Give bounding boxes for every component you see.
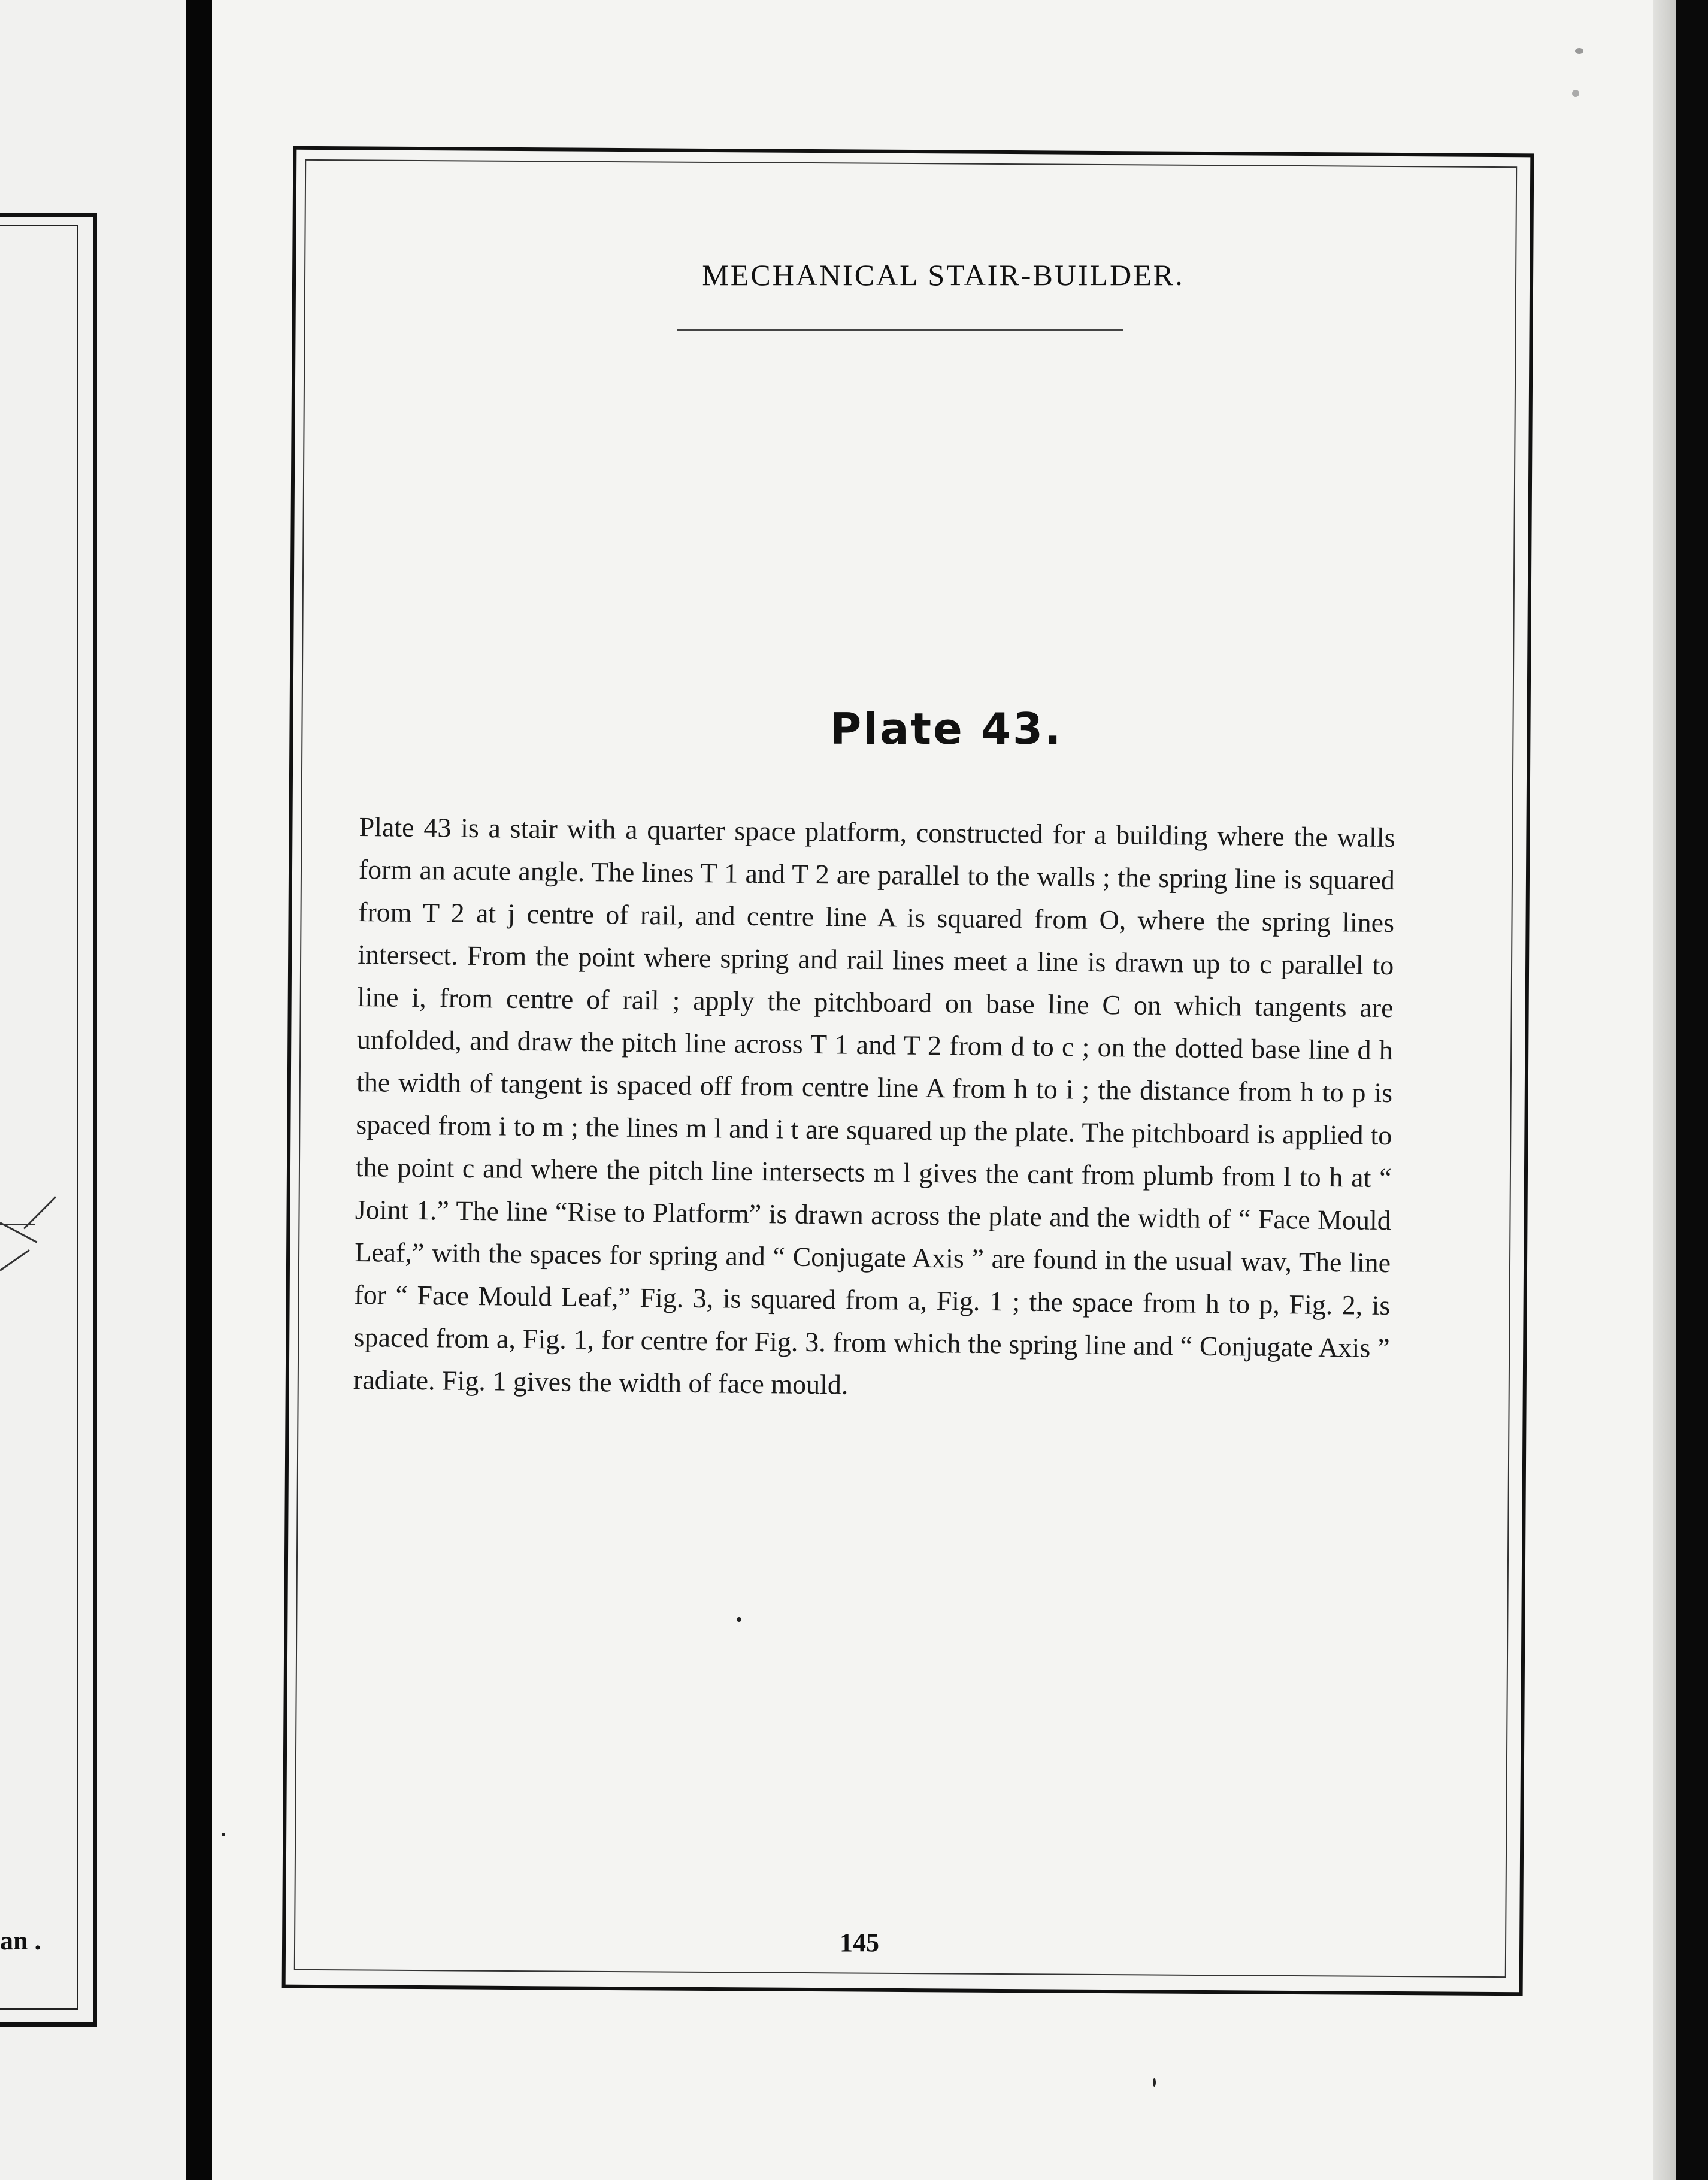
body-paragraph: Plate 43 is a stair with a quarter space platform, constructed for a building where the walls form an acute angle. The lines T 1 and T 2 are parallel to the walls ; the spring line is squared from T 2 at j centre of rail, and centre line A is squared from O, where the spring lines intersect. From the point where spring and rail lines meet a line is drawn up to c parallel to line i, from centre of rail ; apply the pitchboard on base line C on which tangents are unfolded, and draw the pitch line across T 1 and T 2 from d to c ; on the dotted base line d h the width of tangent is spaced off from centre line A from h to i ; the distance from h to p is spaced from i to m ; the lines m l and i t are squared up the plate. The pitchboard is applied to the point c and where the pitch line intersects m l gives the cant from plumb from l to h at “ Joint 1.” The line “Rise to Platform” is drawn across the plate and the width of “ Face Mould Leaf,” with the spaces for spring and “ Conjugate Axis ” are found in the usual wav, The line for “ Face Mould Leaf,” Fig. 3, is squared from a, Fig. 1 ; the space from h to p, Fig. 2, is spaced from a, Fig. 1, for centre for Fig. 3. from which the spring line and “ Conjugate Axis ” radiate. Fig. 1 gives the width of face mould.: [353, 811, 1395, 1400]
scan-speck: [1153, 2078, 1156, 2087]
left-page-inner-border: [0, 225, 78, 2010]
page-edge-strip: [1653, 0, 1676, 2180]
left-page: [0, 0, 186, 2180]
scan-speck: [222, 1833, 225, 1836]
scan-speck: [1575, 48, 1583, 54]
right-dark-edge: [1676, 0, 1708, 2180]
page-number: 145: [840, 1928, 879, 1957]
left-page-text-fragment: an .: [0, 1926, 41, 1955]
plate-title: Plate 43.: [829, 704, 1063, 754]
scan-speck: [737, 1617, 741, 1622]
running-head: MECHANICAL STAIR-BUILDER.: [702, 258, 1185, 292]
scan-speck: [1572, 90, 1579, 97]
left-diagram-line: [0, 1224, 35, 1225]
book-gutter: [186, 0, 212, 2180]
header-rule: [677, 329, 1123, 331]
